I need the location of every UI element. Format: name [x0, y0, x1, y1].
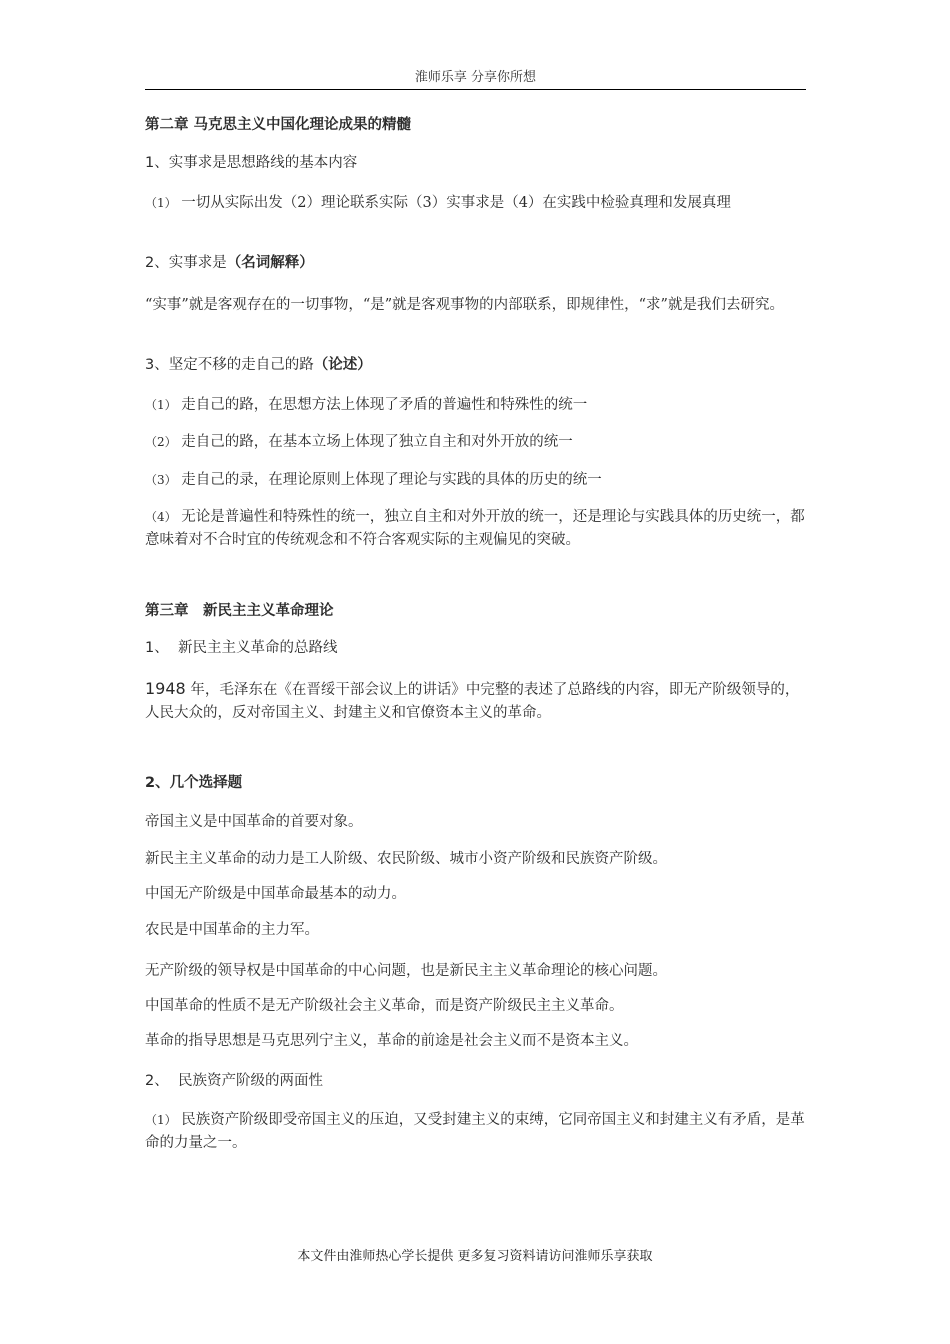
ch2-section-2-heading — [145, 252, 314, 275]
section-number: 1、 — [145, 155, 169, 171]
item-number: （3） — [145, 473, 177, 487]
page-footer: 本文件由淮师热心学长提供 更多复习资料请访问淮师乐享获取 — [297, 1249, 653, 1264]
ch3-section-2-heading: 2、几个选择题 — [145, 775, 243, 791]
item-text: 一切从实际出发（2）理论联系实际（3）实事求是（4）在实践中检验真理和发展真理 — [181, 195, 731, 211]
item-number: （1） — [145, 196, 177, 210]
ch3-section-1-body — [145, 677, 806, 725]
list-item: 无产阶级的领导权是中国革命的中心问题，也是新民主主义革命理论的核心问题。 — [145, 963, 667, 979]
list-item: 革命的指导思想是马克思列宁主义，革命的前途是社会主义而不是资本主义。 — [145, 1033, 638, 1049]
ch2-section-1-heading — [145, 152, 357, 175]
item-number: （2） — [145, 435, 177, 449]
ch2-section-2-body: “实事”就是客观存在的一切事物，“是”就是客观事物的内部联系，即规律性，“求”就是我们去研究。 — [145, 297, 784, 313]
section-title: 坚定不移的走自己的路 — [168, 357, 314, 373]
list-item: 中国无产阶级是中国革命最基本的动力。 — [145, 886, 406, 902]
list-item: 农民是中国革命的主力军。 — [145, 922, 319, 938]
page-header: 淮师乐享 分享你所想 — [145, 66, 806, 90]
list-item: 帝国主义是中国革命的首要对象。 — [145, 814, 363, 830]
item-text: 无论是普遍性和特殊性的统一，独立自主和对外开放的统一，还是理论与实践具体的历史统一，都意味着对不合时宜的传统观念和不符合客观实际的主观偏见的突破。 — [145, 509, 805, 548]
item-number: （1） — [145, 1113, 177, 1127]
section-title: 新民主主义革命的总路线 — [177, 640, 338, 656]
item-number: （1） — [145, 398, 177, 412]
chapter-2-title: 第二章 马克思主义中国化理论成果的精髓 — [145, 117, 412, 133]
ch2-section-3-heading — [145, 354, 372, 377]
section-number: 1、 — [145, 640, 169, 656]
section-number: 2、 — [145, 255, 169, 271]
section-tag: （名词解释） — [226, 255, 314, 271]
section-number: 2、 — [145, 1073, 169, 1089]
section-title: 实事求是 — [168, 255, 227, 271]
list-item — [145, 431, 573, 454]
list-item: 新民主主义革命的动力是工人阶级、农民阶级、城市小资产阶级和民族资产阶级。 — [145, 851, 667, 867]
ch3-section-3-body — [145, 1109, 806, 1155]
list-item — [145, 394, 587, 417]
body-text: 年，毛泽东在《在晋绥干部会议上的讲话》中完整的表述了总路线的内容，即无产阶级领导的，人民大众的，反对帝国主义、封建主义和官僚资本主义的革命。 — [145, 682, 800, 721]
list-item: 中国革命的性质不是无产阶级社会主义革命，而是资产阶级民主主义革命。 — [145, 998, 624, 1014]
ch3-section-3-heading — [145, 1070, 323, 1093]
item-text: 走自己的录，在理论原则上体现了理论与实践的具体的历史的统一 — [181, 472, 602, 488]
section-title: 实事求是思想路线的基本内容 — [168, 155, 358, 171]
item-text: 走自己的路，在思想方法上体现了矛盾的普遍性和特殊性的统一 — [181, 397, 588, 413]
item-text: 走自己的路，在基本立场上体现了独立自主和对外开放的统一 — [181, 434, 573, 450]
year: 1948 — [145, 679, 186, 698]
item-number: （4） — [145, 510, 177, 524]
section-title: 民族资产阶级的两面性 — [177, 1073, 323, 1089]
ch3-section-1-heading — [145, 637, 337, 660]
section-tag: （论述） — [313, 357, 372, 373]
item-text: 民族资产阶级即受帝国主义的压迫，又受封建主义的束缚，它同帝国主义和封建主义有矛盾，是革命的力量之一。 — [145, 1112, 805, 1151]
section-number: 3、 — [145, 357, 169, 373]
list-item — [145, 506, 806, 552]
ch2-section-1-body — [145, 192, 806, 215]
chapter-3-title: 第三章 新民主主义革命理论 — [145, 603, 334, 619]
list-item — [145, 469, 602, 492]
